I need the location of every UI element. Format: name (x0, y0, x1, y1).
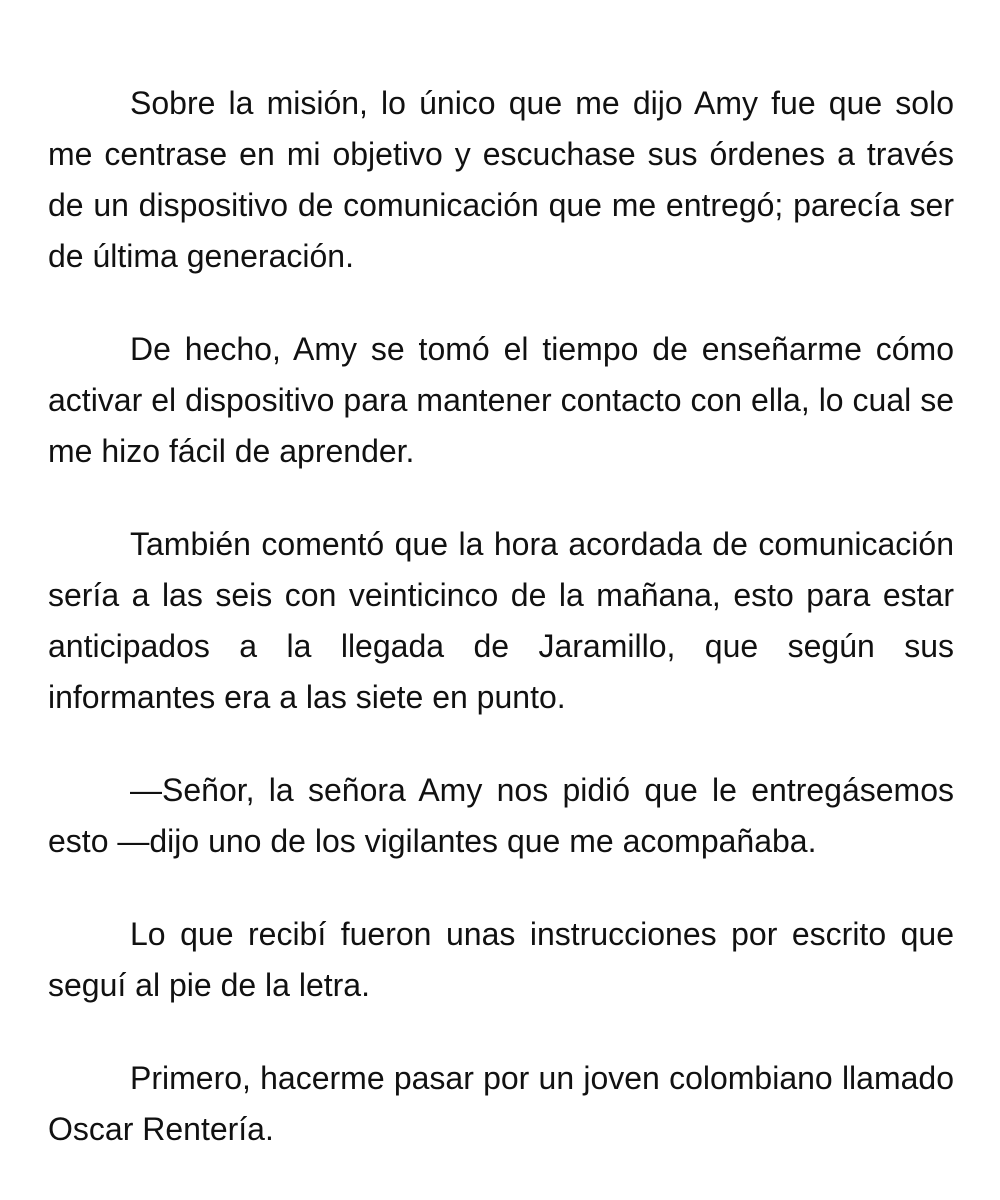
paragraph-first-step: Primero, hacerme pasar por un joven colombiano llamado Oscar Rentería. (48, 1060, 954, 1147)
paragraph-mission: Sobre la misión, lo único que me dijo Amy fue que solo me centrase en mi objetivo y escuchase sus órdenes a través de un dispositivo de comunicación que me entregó; parecía ser de última generación. (48, 85, 954, 274)
paragraph-device: De hecho, Amy se tomó el tiempo de enseñarme cómo activar el dispositivo para mantener contacto con ella, lo cual se me hizo fácil de aprender. (48, 331, 954, 469)
paragraph-schedule: También comentó que la hora acordada de comunicación sería a las seis con veinticinco de la mañana, esto para estar anticipados a la llegada de Jaramillo, que según sus informantes era a las siete en punto. (48, 526, 954, 715)
book-page (48, 78, 954, 1155)
paragraph-dialogue: —Señor, la señora Amy nos pidió que le entregásemos esto —dijo uno de los vigilantes que me acompañaba. (48, 772, 954, 859)
paragraph-instructions: Lo que recibí fueron unas instrucciones por escrito que seguí al pie de la letra. (48, 916, 954, 1003)
